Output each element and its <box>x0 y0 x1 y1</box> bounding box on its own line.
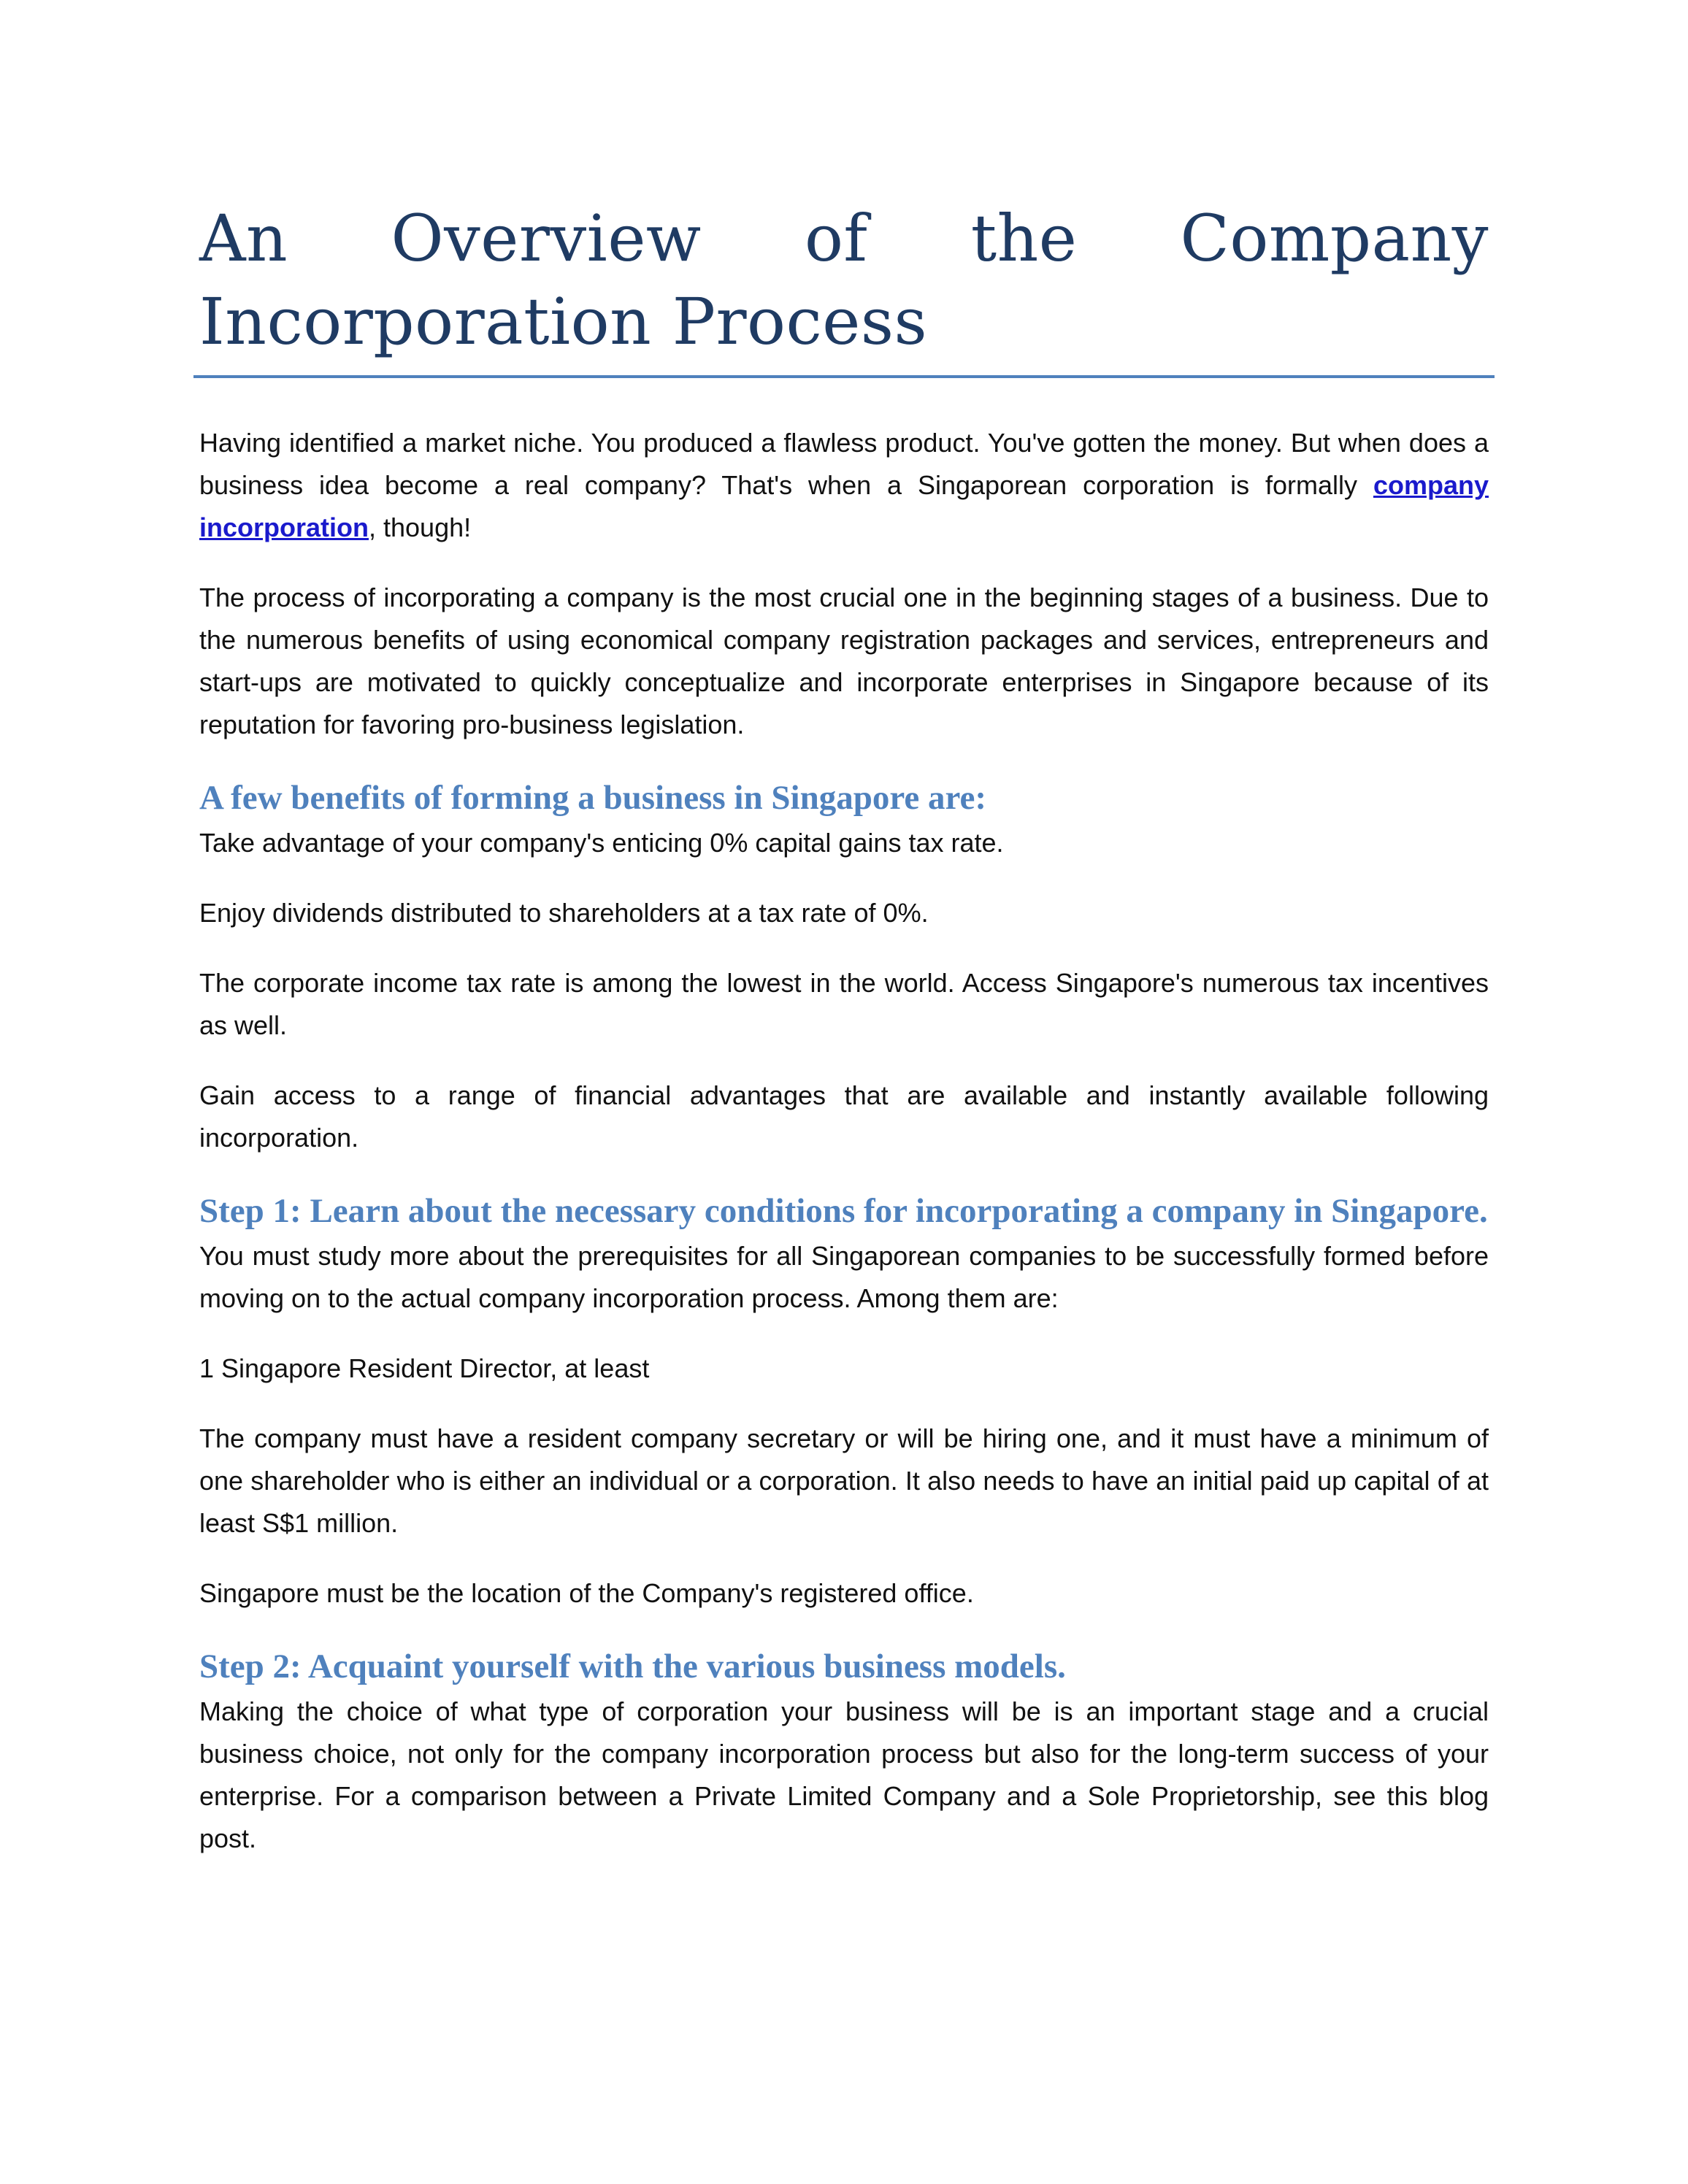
step1-paragraph: You must study more about the prerequisites for all Singaporean companies to be successfully formed before moving on to the actual company incorporation process. Among them are: <box>199 1241 1489 1313</box>
benefit-item: Gain access to a range of financial advantages that are available and instantly available following incorporation. <box>199 1080 1489 1153</box>
step2-heading: Step 2: Acquaint yourself with the various business models. <box>199 1647 1066 1685</box>
intro-paragraph <box>199 422 1489 549</box>
process-paragraph: The process of incorporating a company is the most crucial one in the beginning stages of a business. Due to the numerous benefits of using economical company registration packages and services, entrepreneurs and start-ups are motivated to quickly conceptualize and incorporate enterprises in Singapore because of its reputation for favoring pro-business legislation. <box>199 582 1489 739</box>
document-page <box>199 197 1489 1888</box>
step1-paragraph: Singapore must be the location of the Company's registered office. <box>199 1578 974 1608</box>
title-divider <box>193 375 1495 378</box>
step1-heading: Step 1: Learn about the necessary conditions for incorporating a company in Singapore. <box>199 1192 1488 1230</box>
benefit-item: Enjoy dividends distributed to shareholders at a tax rate of 0%. <box>199 898 929 928</box>
benefit-item: Take advantage of your company's enticing 0% capital gains tax rate. <box>199 828 1004 858</box>
intro-text-before: Having identified a market niche. You produced a flawless product. You've gotten the money. But when does a business idea become a real company? That's when a Singaporean corporation is formally <box>199 428 1489 500</box>
company-incorporation-link[interactable]: company incorporation <box>199 470 1489 542</box>
step1-paragraph: 1 Singapore Resident Director, at least <box>199 1353 650 1383</box>
benefit-item: The corporate income tax rate is among the lowest in the world. Access Singapore's numerous tax incentives as well. <box>199 968 1489 1040</box>
intro-text-after: , though! <box>369 512 472 542</box>
step2-paragraph: Making the choice of what type of corporation your business will be is an important stage and a crucial business choice, not only for the company incorporation process but also for the long-term success of your enterprise. For a comparison between a Private Limited Company and a Sole Proprietorship, see this blog post. <box>199 1696 1489 1853</box>
benefits-heading: A few benefits of forming a business in Singapore are: <box>199 779 986 817</box>
step1-paragraph: The company must have a resident company secretary or will be hiring one, and it must have a minimum of one shareholder who is either an individual or a corporation. It also needs to have an initial paid up capital of at least S$1 million. <box>199 1423 1489 1538</box>
page-title: An Overview of the Company Incorporation Process <box>199 201 1489 359</box>
